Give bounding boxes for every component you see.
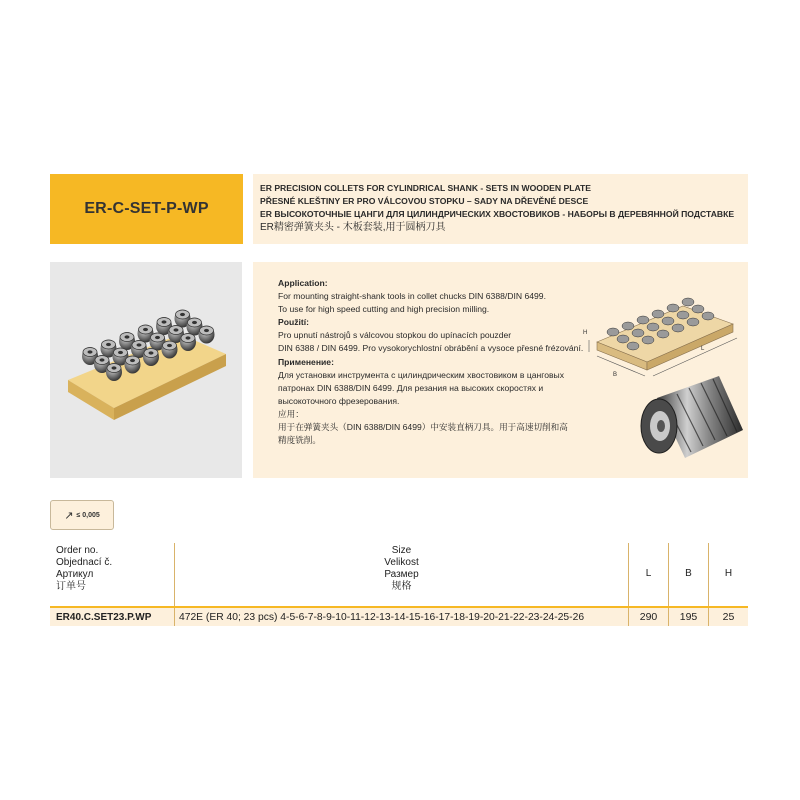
diagram-collet-icon — [667, 304, 679, 312]
diagram-collet-icon — [637, 316, 649, 324]
diagram-collet-icon — [627, 342, 639, 350]
dimension-l-label: L — [701, 346, 705, 352]
collet-bore-icon — [192, 321, 197, 324]
row-size: 472E (ER 40; 23 pcs) 4-5-6-7-8-9-10-11-12-13-14-15-16-17-18-19-20-21-22-23-24-25-26 — [174, 608, 628, 626]
table-header — [50, 543, 748, 606]
collet-bore-icon — [106, 343, 111, 346]
product-code: ER-C-SET-P-WP — [84, 200, 209, 217]
row-order-no: ER40.C.SET23.P.WP — [56, 611, 152, 623]
application-heading-cz: Použití: — [278, 317, 310, 328]
application-text-ru-2: патронах DIN 6388/DIN 6499. Для резания на высоких скоростях и — [278, 382, 544, 393]
dimension-diagram — [583, 290, 748, 380]
dimension-h-label: H — [583, 330, 588, 336]
header-order-en: Order no. — [56, 545, 99, 556]
header-order-cz: Objednací č. — [56, 557, 113, 568]
application-text-cn-2: 精度铣削。 — [278, 435, 321, 446]
collet-bore-icon — [162, 320, 167, 323]
diagram-collet-icon — [607, 328, 619, 336]
diagram-collet-icon — [692, 305, 704, 313]
collet-bore-icon — [118, 351, 123, 354]
diagram-collet-icon — [647, 323, 659, 331]
application-heading-en: Application: — [278, 278, 328, 288]
header-order-ru: Артикул — [56, 569, 94, 580]
application-text-ru-3: высокоточного фрезерования. — [278, 395, 400, 406]
header-order-cn: 订单号 — [56, 581, 86, 592]
title-ru: ER ВЫСОКОТОЧНЫЕ ЦАНГИ ДЛЯ ЦИЛИНДРИЧЕСКИХ ХВОСТОВИКОВ - НАБОРЫ В ДЕРЕВЯННОЙ ПОДСТАВКЕ — [260, 209, 735, 219]
diagram-collet-icon — [632, 329, 644, 337]
header-size-cz: Velikost — [384, 557, 419, 568]
application-text-cn-1: 用于在弹簧夹头（DIN 6388/DIN 6499）中安装直柄刀具。用于高速切削和高 — [278, 422, 568, 433]
header-order-no — [56, 543, 174, 606]
dimension-b-label: B — [613, 372, 618, 378]
header-b — [668, 543, 708, 606]
product-title-box — [253, 174, 748, 244]
application-text-en-2: To use for high speed cutting and high precision milling. — [278, 304, 490, 315]
diagram-collet-icon — [652, 310, 664, 318]
header-l — [628, 543, 668, 606]
collet-bore-icon — [204, 329, 209, 332]
diagram-collet-icon — [687, 318, 699, 326]
collet-bore-icon — [125, 335, 130, 338]
application-text-cz-2: DIN 6388 / DIN 6499. Pro vysokorychlostní obrábění a vysoce přesné frézování. — [278, 343, 584, 354]
diagram-collet-icon — [702, 312, 714, 320]
header-h — [708, 543, 748, 606]
header-size-ru: Размер — [384, 569, 419, 580]
collet-bore-icon — [180, 313, 185, 316]
collet-bore-icon — [88, 350, 93, 353]
collet-bore-icon — [149, 351, 154, 354]
collet-bore-icon — [167, 344, 172, 347]
collet-bore-icon — [174, 328, 179, 331]
diagram-collet-icon — [657, 330, 669, 338]
collet-bore-icon — [137, 343, 142, 346]
header-h-label: H — [724, 568, 733, 579]
application-heading-cn: 应用： — [278, 408, 304, 419]
diagram-collet-icon — [662, 317, 674, 325]
row-b: 195 — [668, 608, 708, 626]
collet-bore-icon — [130, 359, 135, 362]
collet-bore-icon — [186, 336, 191, 339]
table-row — [50, 606, 748, 626]
header-size-en: Size — [391, 545, 412, 556]
specification-table — [50, 543, 748, 626]
collet-closeup — [633, 370, 748, 465]
collet-bore-icon — [155, 336, 160, 339]
diagram-collet-icon — [617, 335, 629, 343]
header-l-label: L — [645, 568, 652, 579]
collet-bore-icon — [143, 328, 148, 331]
runout-tolerance-value: ≤ 0,005 — [76, 511, 100, 519]
header-size-cn: 规格 — [391, 581, 412, 592]
diagram-collet-icon — [642, 336, 654, 344]
application-panel — [253, 262, 748, 478]
collet-bore-icon — [100, 358, 105, 361]
product-code-box — [50, 174, 243, 244]
title-cz: PŘESNÉ KLEŠTINY ER PRO VÁLCOVOU STOPKU – SADY NA DŘEVĚNÉ DESCE — [260, 196, 589, 206]
header-size — [174, 543, 628, 606]
application-heading-ru: Применение: — [278, 356, 334, 367]
product-photo — [50, 262, 242, 478]
diagram-collet-icon — [682, 298, 694, 306]
application-text-en-1: For mounting straight-shank tools in collet chucks DIN 6388/DIN 6499. — [278, 291, 546, 302]
runout-arrow-icon: ↗ — [64, 509, 74, 522]
application-text-cz-1: Pro upnutí nástrojů s válcovou stopkou do upínacích pouzder — [278, 330, 512, 341]
row-h: 25 — [708, 608, 748, 626]
collet-set-photo-illustration — [50, 262, 242, 478]
row-l: 290 — [628, 608, 668, 626]
title-cn: ER精密弹簧夹头 - 木板套装,用于圆柄刀具 — [260, 222, 446, 233]
runout-tolerance-badge — [50, 500, 114, 530]
diagram-collet-icon — [622, 322, 634, 330]
application-text-ru-1: Для установки инструмента с цилиндрическим хвостовиком в цанговых — [278, 369, 565, 380]
title-en: ER PRECISION COLLETS FOR CYLINDRICAL SHANK - SETS IN WOODEN PLATE — [260, 183, 592, 193]
application-text — [278, 277, 623, 447]
collet-bore-icon — [112, 366, 117, 369]
header-b-label: B — [685, 568, 692, 579]
diagram-collet-icon — [672, 324, 684, 332]
diagram-collet-icon — [677, 311, 689, 319]
